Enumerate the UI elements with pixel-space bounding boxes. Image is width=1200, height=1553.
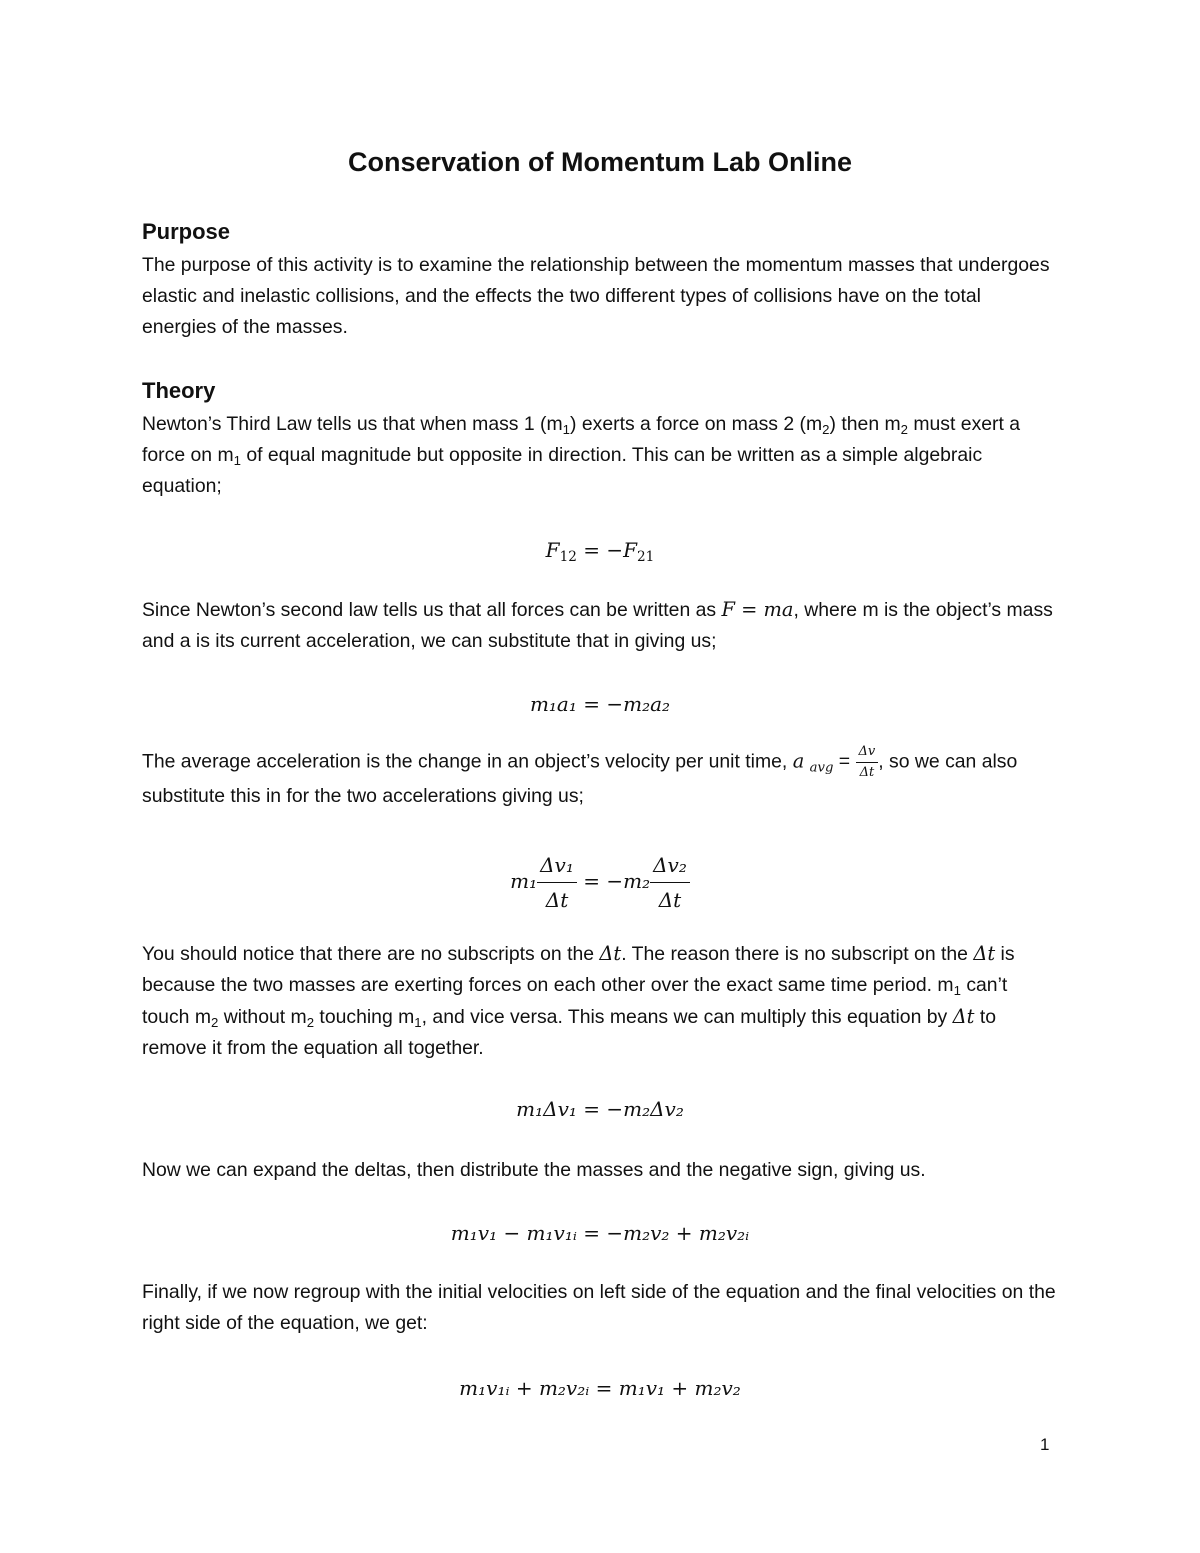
- eq-symbol: F: [545, 538, 560, 562]
- text-run: ) exerts a force on mass 2 (m: [570, 413, 823, 435]
- purpose-heading: Purpose: [142, 219, 231, 244]
- theory-heading: Theory: [142, 378, 216, 403]
- page-number: 1: [1040, 1435, 1050, 1454]
- eq-fraction: [650, 850, 690, 915]
- inline-subscript: avg: [809, 760, 834, 776]
- text-run: Newton’s Third Law tells us that when mass 1 (m: [142, 413, 563, 435]
- text-run: of equal magnitude but opposite in direction. This can be written as a simple algebraic equation;: [142, 444, 983, 497]
- eq-subscript: 12: [559, 549, 577, 566]
- text-run: . The reason there is no subscript on the: [621, 943, 974, 965]
- subscript: 2: [210, 1014, 219, 1030]
- fraction-denominator: Δt: [859, 765, 875, 780]
- eq-symbol: F: [623, 538, 637, 562]
- fraction-numerator: Δv₁: [537, 850, 577, 883]
- fraction-numerator: Δv₂: [650, 850, 690, 883]
- inline-symbol: Δt: [599, 942, 622, 965]
- theory-paragraph-5: Now we can expand the deltas, then distribute the masses and the negative sign, giving us.: [142, 1159, 926, 1181]
- inline-formula: F = ma: [721, 598, 794, 621]
- theory-paragraph-2: [142, 594, 1058, 657]
- equation-momentum-change: m₁Δv₁ = −m₂Δv₂: [516, 1097, 684, 1121]
- text-run: Since Newton’s second law tells us that all forces can be written as: [142, 599, 722, 621]
- equation-delta-fraction: [0, 850, 1200, 915]
- theory-paragraph-3: [142, 744, 1058, 812]
- subscript: 1: [233, 452, 241, 468]
- text-run: without m: [218, 1006, 307, 1028]
- inline-fraction: [856, 744, 879, 781]
- subscript: 1: [562, 421, 571, 437]
- subscript: 2: [306, 1014, 315, 1030]
- eq-operator: = −: [576, 538, 624, 562]
- eq-operator: = −m₂: [576, 869, 651, 893]
- text-run: ) then m: [829, 413, 901, 435]
- fraction-denominator: Δt: [545, 888, 569, 912]
- text-run: to remove it from the equation all together.: [142, 1006, 996, 1059]
- inline-operator: =: [833, 750, 856, 773]
- text-run: You should notice that there are no subscripts on the: [142, 943, 600, 965]
- fraction-denominator: Δt: [658, 888, 682, 912]
- text-run: can’t touch m: [142, 974, 1008, 1028]
- theory-paragraph-4: [142, 938, 1058, 1064]
- text-run: , and vice versa. This means we can multiply this equation by: [421, 1006, 953, 1028]
- text-run: must exert a force on m: [142, 413, 1021, 466]
- subscript: 2: [822, 421, 830, 437]
- theory-paragraph-1: [142, 409, 1058, 502]
- inline-symbol: a: [792, 749, 805, 773]
- subscript: 1: [953, 982, 961, 998]
- subscript: 1: [414, 1014, 422, 1030]
- inline-symbol: Δt: [973, 942, 996, 965]
- inline-symbol: Δt: [952, 1005, 975, 1028]
- text-run: , where m is the object’s mass and a is its current acceleration, we can substitute that in giving us;: [142, 599, 1053, 652]
- equation-ma: m₁a₁ = −m₂a₂: [529, 692, 671, 716]
- eq-fraction: [537, 850, 577, 915]
- text-run: is because the two masses are exerting forces on each other over the exact same time period. m: [142, 943, 1015, 996]
- fraction-numerator: Δv: [856, 744, 879, 763]
- equation-newton-third-law: [0, 535, 1200, 565]
- theory-paragraph-6: Finally, if we now regroup with the initial velocities on left side of the equation and the final velocities on the right side of the equation, we get:: [142, 1281, 1056, 1334]
- text-run: The average acceleration is the change in an object’s velocity per unit time,: [142, 750, 793, 773]
- equation-conservation: m₁v₁ᵢ + m₂v₂ᵢ = m₁v₁ + m₂v₂: [459, 1376, 741, 1400]
- document-title: Conservation of Momentum Lab Online: [347, 147, 853, 177]
- text-run: touching m: [314, 1006, 415, 1028]
- eq-subscript: 21: [637, 549, 655, 566]
- equation-expanded: m₁v₁ − m₁v₁ᵢ = −m₂v₂ + m₂v₂ᵢ: [450, 1221, 750, 1245]
- text-run: , so we can also substitute this in for the two accelerations giving us;: [142, 750, 1018, 807]
- purpose-paragraph: The purpose of this activity is to examine the relationship between the momentum masses that undergoes elastic and inelastic collisions, and the effects the two different types of collisions have on the total energies of the masses.: [142, 254, 1050, 338]
- subscript: 2: [900, 421, 908, 437]
- eq-term: m₁: [510, 869, 538, 893]
